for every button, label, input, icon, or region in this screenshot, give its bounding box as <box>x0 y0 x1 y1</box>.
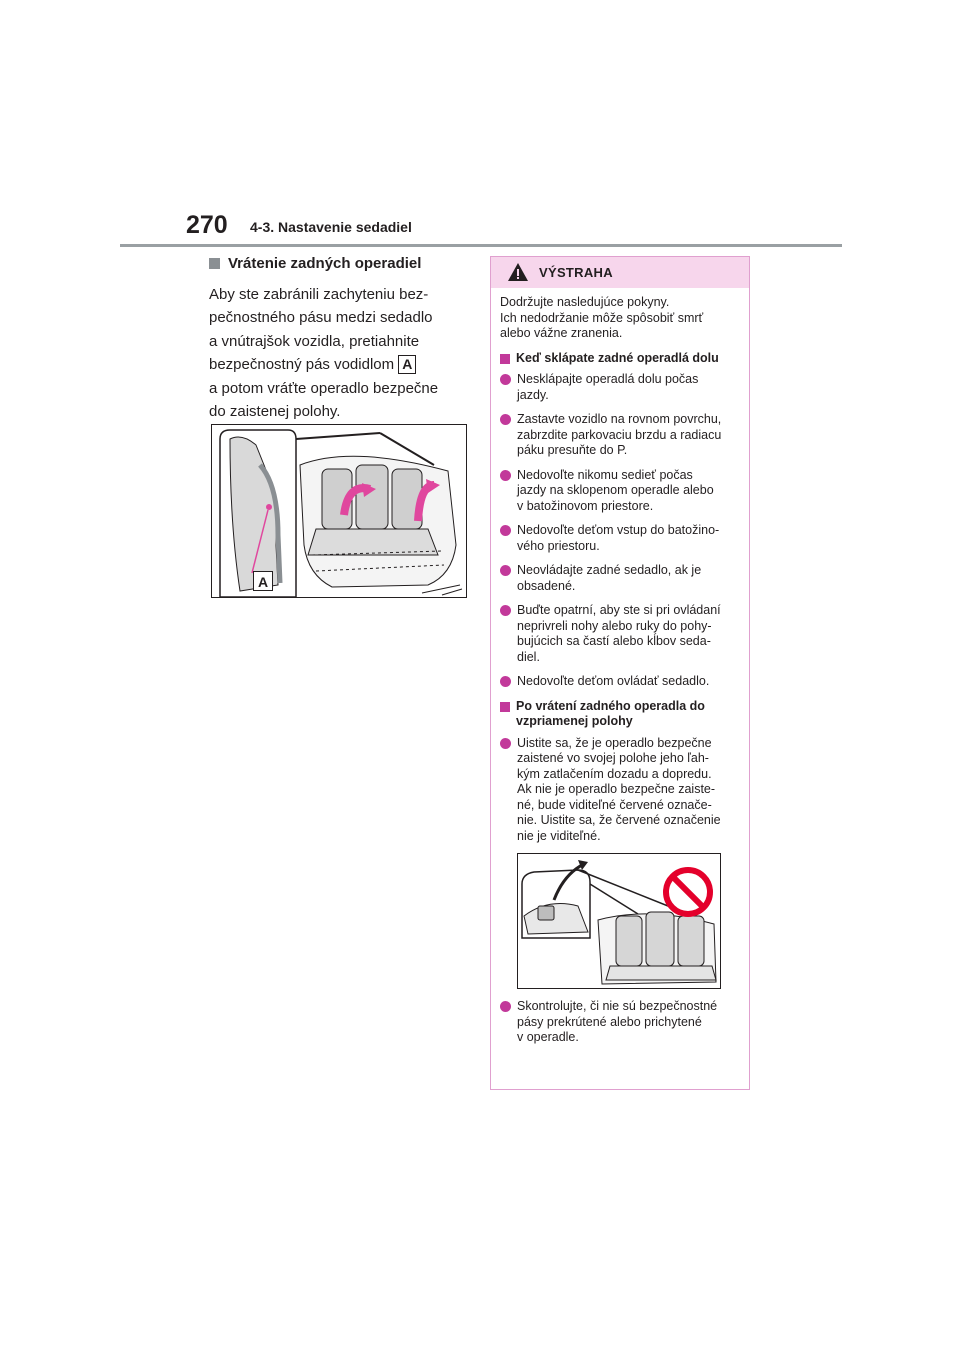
warning-bullet-text: Buďte opatrní, aby ste si pri ovládaní neprivreli nohy alebo ruky do pohy- bujúcich sa častí alebo kĺbov seda- diel. <box>517 603 721 664</box>
warning-bullet-text: Nesklápajte operadlá dolu počas jazdy. <box>517 372 699 402</box>
prohibition-icon <box>662 866 714 918</box>
warning-bullet <box>500 372 742 403</box>
warning-bullet-text: Uistite sa, že je operadlo bezpečne zaistené vo svojej polohe jeho ľah- kým zatlačením dozadu a dopredu. Ak nie je operadlo bezpečne zaiste- né, bude viditeľné červené označe- nie. Uistite sa, že červené označenie nie je viditeľné. <box>517 735 721 843</box>
subsection-heading-text: Vrátenie zadných operadiel <box>228 255 422 272</box>
warning-subheading-fold <box>500 351 742 367</box>
round-bullet-icon <box>500 525 511 536</box>
round-bullet-icon <box>500 374 511 385</box>
warning-body <box>491 288 749 1046</box>
warning-subheading-return-text: Po vrátení zadného operadla do vzpriamenej polohy <box>516 698 705 728</box>
warning-bullet-text: Nedovoľte deťom ovládať sedadlo. <box>517 674 710 688</box>
warning-bullet <box>500 412 742 459</box>
warning-triangle-icon <box>507 262 529 282</box>
warning-bullet <box>500 468 742 515</box>
instruction-paragraph <box>209 283 471 423</box>
label-a-marker: A <box>398 355 416 374</box>
warning-intro: Dodržujte nasledujúce pokyny. Ich nedodržanie môže spôsobiť smrť alebo vážne zranenia. <box>500 295 704 340</box>
red-indicator-illustration <box>517 853 721 989</box>
warning-subheading-fold-text: Keď sklápate zadné operadlá dolu <box>516 350 719 365</box>
warning-box <box>490 256 750 1090</box>
round-bullet-icon <box>500 414 511 425</box>
instruction-text-start: Aby ste zabránili zachyteniu bez- pečnostného pásu medzi sedadlo a vnútrajšok vozidla, pretiahnite bezpečnostný pás vodidlom <box>209 286 433 374</box>
rear-seat-drawing <box>212 425 467 598</box>
warning-bullet-text: Nedovoľte nikomu sedieť počas jazdy na sklopenom operadle alebo v batožinovom priestore. <box>517 467 714 513</box>
figure-label-a: A <box>253 571 273 591</box>
round-bullet-icon <box>500 738 511 749</box>
square-bullet-icon <box>500 354 510 364</box>
warning-bullet <box>500 999 742 1046</box>
round-bullet-icon <box>500 605 511 616</box>
warning-bullet-text: Neovládajte zadné sedadlo, ak je obsadené. <box>517 563 702 593</box>
warning-subheading-return <box>500 699 742 730</box>
page-number: 270 <box>186 211 228 239</box>
warning-bullet <box>500 523 742 554</box>
round-bullet-icon <box>500 470 511 481</box>
instruction-text-end: a potom vráťte operadlo bezpečne do zaistenej polohy. <box>209 379 439 421</box>
round-bullet-icon <box>500 1001 511 1012</box>
warning-bullet <box>500 603 742 665</box>
subsection-heading <box>209 255 471 272</box>
seatbelt-guide-illustration <box>211 424 467 598</box>
warning-bullet-text: Zastavte vozidlo na rovnom povrchu, zabrzdite parkovaciu brzdu a radiacu páku presuňte do P. <box>517 412 722 457</box>
warning-bullet <box>500 736 742 845</box>
left-column <box>209 255 471 423</box>
square-bullet-icon <box>500 702 510 712</box>
warning-bullet <box>500 563 742 594</box>
header-divider <box>120 244 842 247</box>
warning-bullet-text: Skontrolujte, či nie sú bezpečnostné pásy prekrútené alebo prichytené v operadle. <box>517 999 718 1044</box>
warning-bullet <box>500 674 742 690</box>
warning-title: VÝSTRAHA <box>539 265 613 280</box>
square-bullet-icon <box>209 258 220 269</box>
warning-bullet-text: Nedovoľte deťom vstup do batožino- vého priestoru. <box>517 523 720 553</box>
section-title: 4-3. Nastavenie sedadiel <box>250 219 412 235</box>
round-bullet-icon <box>500 565 511 576</box>
warning-header <box>491 257 749 288</box>
round-bullet-icon <box>500 676 511 687</box>
